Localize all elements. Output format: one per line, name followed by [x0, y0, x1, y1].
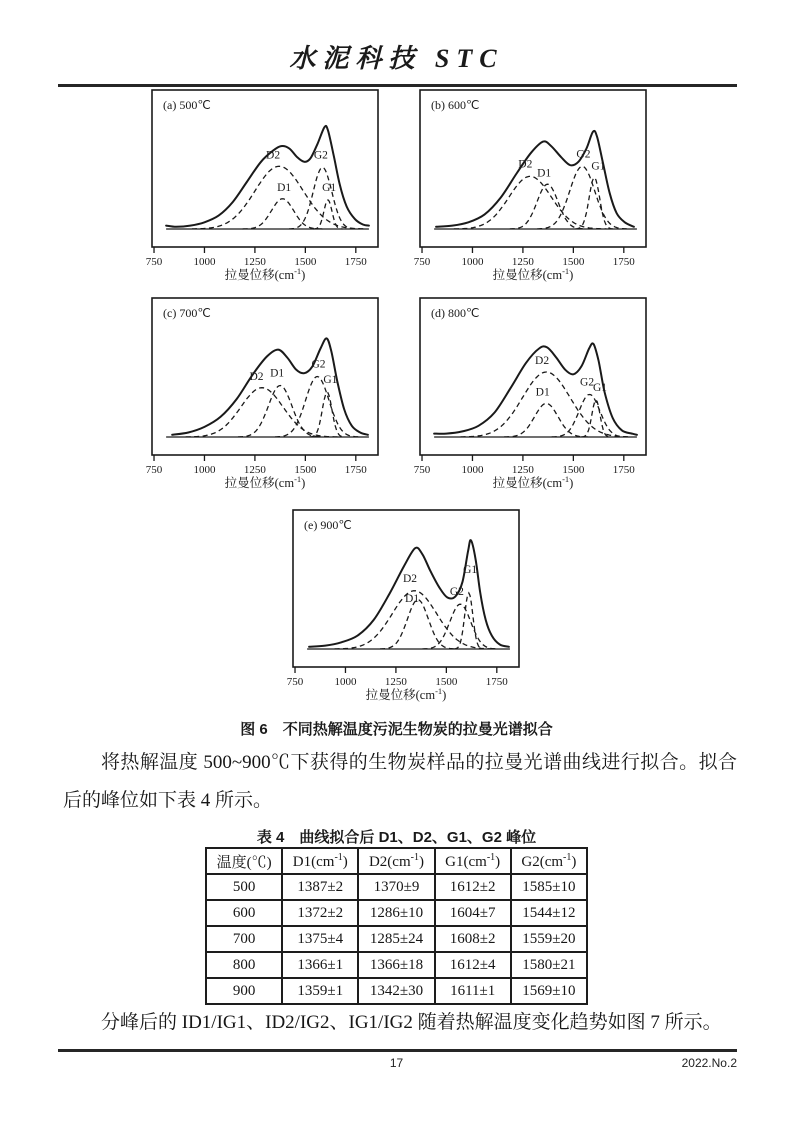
plot-frame	[152, 298, 378, 455]
x-tick-label: 1250	[243, 464, 266, 476]
raman-chart-d	[414, 296, 654, 492]
x-tick-label: 1750	[612, 464, 635, 476]
peak-label-G2: G2	[576, 148, 591, 161]
table-cell: 1370±9	[358, 874, 434, 900]
x-tick-label: 1500	[562, 256, 585, 268]
table-cell: 1559±20	[511, 926, 587, 952]
x-axis-label: 拉曼位移$(cm^{-1})$	[492, 266, 574, 282]
table-cell: 900	[206, 978, 282, 1004]
x-tick-label: 1750	[344, 256, 367, 268]
peak-label-G1: G1	[323, 374, 338, 387]
x-tick-label: 1500	[435, 676, 458, 688]
peak-label-G1: G1	[591, 160, 606, 173]
component-curve-G2	[552, 395, 627, 437]
measured-curve	[166, 126, 369, 227]
table-cell: 1612±4	[435, 952, 511, 978]
peak-label-D2: D2	[535, 355, 550, 368]
x-tick-label: 1750	[485, 676, 508, 688]
table-cell: 1285±24	[358, 926, 434, 952]
plot-frame	[420, 90, 646, 247]
x-tick-label: 1500	[562, 464, 585, 476]
table-cell: 1608±2	[435, 926, 511, 952]
component-curve-G1	[313, 200, 342, 229]
raman-chart-b	[414, 88, 654, 284]
column-header: $G1(cm^{-1})$	[435, 848, 511, 874]
component-curve-G1	[310, 392, 344, 437]
figure-caption: 图 6 不同热解温度污泥生物炭的拉曼光谱拟合	[240, 721, 553, 738]
measured-curve	[436, 131, 634, 227]
x-tick-label: 1000	[461, 464, 484, 476]
component-curve-D1	[380, 600, 455, 649]
peak-label-D2: D2	[403, 572, 418, 585]
table-cell: 1612±2	[435, 874, 511, 900]
table-cell: 600	[206, 900, 282, 926]
x-tick-label: 750	[146, 464, 163, 476]
table-cell: 1342±30	[358, 978, 434, 1004]
raman-chart-a	[146, 88, 386, 284]
footer-rule	[58, 1049, 737, 1052]
panel-label: (c) 700℃	[163, 306, 211, 320]
raman-panel-a	[146, 88, 386, 284]
peak-table-body	[206, 874, 587, 1004]
plot-frame	[420, 298, 646, 455]
peak-table	[205, 847, 588, 1005]
table-cell: 1359±1	[282, 978, 358, 1004]
peak-label-G2: G2	[580, 376, 595, 389]
peak-label-D2: D2	[266, 149, 281, 162]
component-curve-D1	[504, 403, 588, 437]
column-header: $D2(cm^{-1})$	[358, 848, 434, 874]
table-cell: 1366±1	[282, 952, 358, 978]
table-row	[206, 900, 587, 926]
x-tick-label: 750	[414, 256, 431, 268]
x-tick-label: 750	[146, 256, 163, 268]
x-tick-label: 750	[287, 676, 304, 688]
table-header-row	[206, 848, 587, 874]
raman-panel-b	[414, 88, 654, 284]
x-tick-label: 1500	[294, 464, 317, 476]
x-tick-label: 1750	[344, 464, 367, 476]
page-number: 17	[389, 1056, 404, 1070]
raman-panel-e	[287, 508, 527, 704]
table-cell: 1604±7	[435, 900, 511, 926]
peak-label-D2: D2	[249, 370, 264, 383]
table-row	[206, 926, 587, 952]
peak-label-D1: D1	[277, 181, 292, 194]
panel-label: (a) 500℃	[163, 98, 211, 112]
x-tick-label: 1000	[334, 676, 357, 688]
peak-table-container	[205, 847, 588, 1005]
peak-label-G2: G2	[311, 358, 326, 371]
panel-label: (e) 900℃	[304, 518, 352, 532]
table-title: 表 4 曲线拟合后 D1、D2、G1、G2 峰位	[256, 829, 537, 846]
component-curve-D2	[186, 388, 339, 437]
raman-chart-e	[287, 508, 527, 704]
peak-table-head	[206, 848, 587, 874]
plot-frame	[152, 90, 378, 247]
column-header: $D1(cm^{-1})$	[282, 848, 358, 874]
peak-label-G2: G2	[449, 586, 464, 599]
x-axis-label: 拉曼位移$(cm^{-1})$	[224, 474, 306, 490]
column-header: $G2(cm^{-1})$	[511, 848, 587, 874]
peak-label-D1: D1	[535, 386, 550, 399]
table-cell: 1387±2	[282, 874, 358, 900]
x-tick-label: 1250	[511, 256, 534, 268]
issue-number: 2022.No.2	[681, 1056, 737, 1070]
table-cell: 700	[206, 926, 282, 952]
measured-curve	[172, 338, 368, 434]
peak-label-D2: D2	[518, 158, 533, 171]
peak-label-G1: G1	[322, 181, 337, 194]
peak-label-D1: D1	[270, 367, 285, 380]
peak-label-G1: G1	[592, 382, 608, 395]
x-tick-label: 1750	[612, 256, 635, 268]
raman-chart-c	[146, 296, 386, 492]
x-tick-label: 1250	[243, 256, 266, 268]
journal-title: 水泥科技 STC	[289, 44, 504, 73]
x-tick-label: 1000	[193, 256, 216, 268]
x-tick-label: 1000	[461, 256, 484, 268]
x-axis-label: 拉曼位移$(cm^{-1})$	[492, 474, 574, 490]
table-cell: 1375±4	[282, 926, 358, 952]
x-axis-label: 拉曼位移$(cm^{-1})$	[224, 266, 306, 282]
table-row	[206, 978, 587, 1004]
table-cell: 1544±12	[511, 900, 587, 926]
component-curve-G1	[581, 400, 610, 437]
column-header: 温度(℃)	[206, 848, 282, 874]
table-row	[206, 952, 587, 978]
component-curve-D1	[238, 386, 322, 437]
x-tick-label: 1250	[384, 676, 407, 688]
x-tick-label: 1250	[511, 464, 534, 476]
body-paragraph-1: 将热解温度 500~900℃下获得的生物炭样品的拉曼光谱曲线进行拟合。拟合后的峰位如下表 4 所示。	[63, 752, 737, 811]
table-cell: 1286±10	[358, 900, 434, 926]
table-cell: 1366±18	[358, 952, 434, 978]
table-cell: 800	[206, 952, 282, 978]
peak-label-G2: G2	[313, 149, 328, 162]
table-cell: 500	[206, 874, 282, 900]
table-row	[206, 874, 587, 900]
plot-frame	[293, 510, 519, 667]
raman-panel-c	[146, 296, 386, 492]
x-tick-label: 1000	[193, 464, 216, 476]
table-cell: 1611±1	[435, 978, 511, 1004]
table-cell: 1569±10	[511, 978, 587, 1004]
peak-label-G1: G1	[463, 563, 478, 576]
component-curve-G2	[275, 377, 359, 437]
peak-label-D1: D1	[405, 592, 420, 605]
x-tick-label: 750	[414, 464, 431, 476]
x-tick-label: 1500	[294, 256, 317, 268]
table-cell: 1580±21	[511, 952, 587, 978]
raman-panel-d	[414, 296, 654, 492]
table-cell: 1585±10	[511, 874, 587, 900]
table-cell: 1372±2	[282, 900, 358, 926]
body-paragraph-2: 分峰后的 ID1/IG1、ID2/IG2、IG1/IG2 随着热解温度变化趋势如图 7 所示。	[101, 1012, 722, 1033]
header-rule	[58, 84, 737, 87]
peak-label-D1: D1	[537, 167, 552, 180]
panel-label: (d) 800℃	[431, 306, 480, 320]
x-axis-label: 拉曼位移$(cm^{-1})$	[365, 686, 447, 702]
panel-label: (b) 600℃	[431, 98, 480, 112]
